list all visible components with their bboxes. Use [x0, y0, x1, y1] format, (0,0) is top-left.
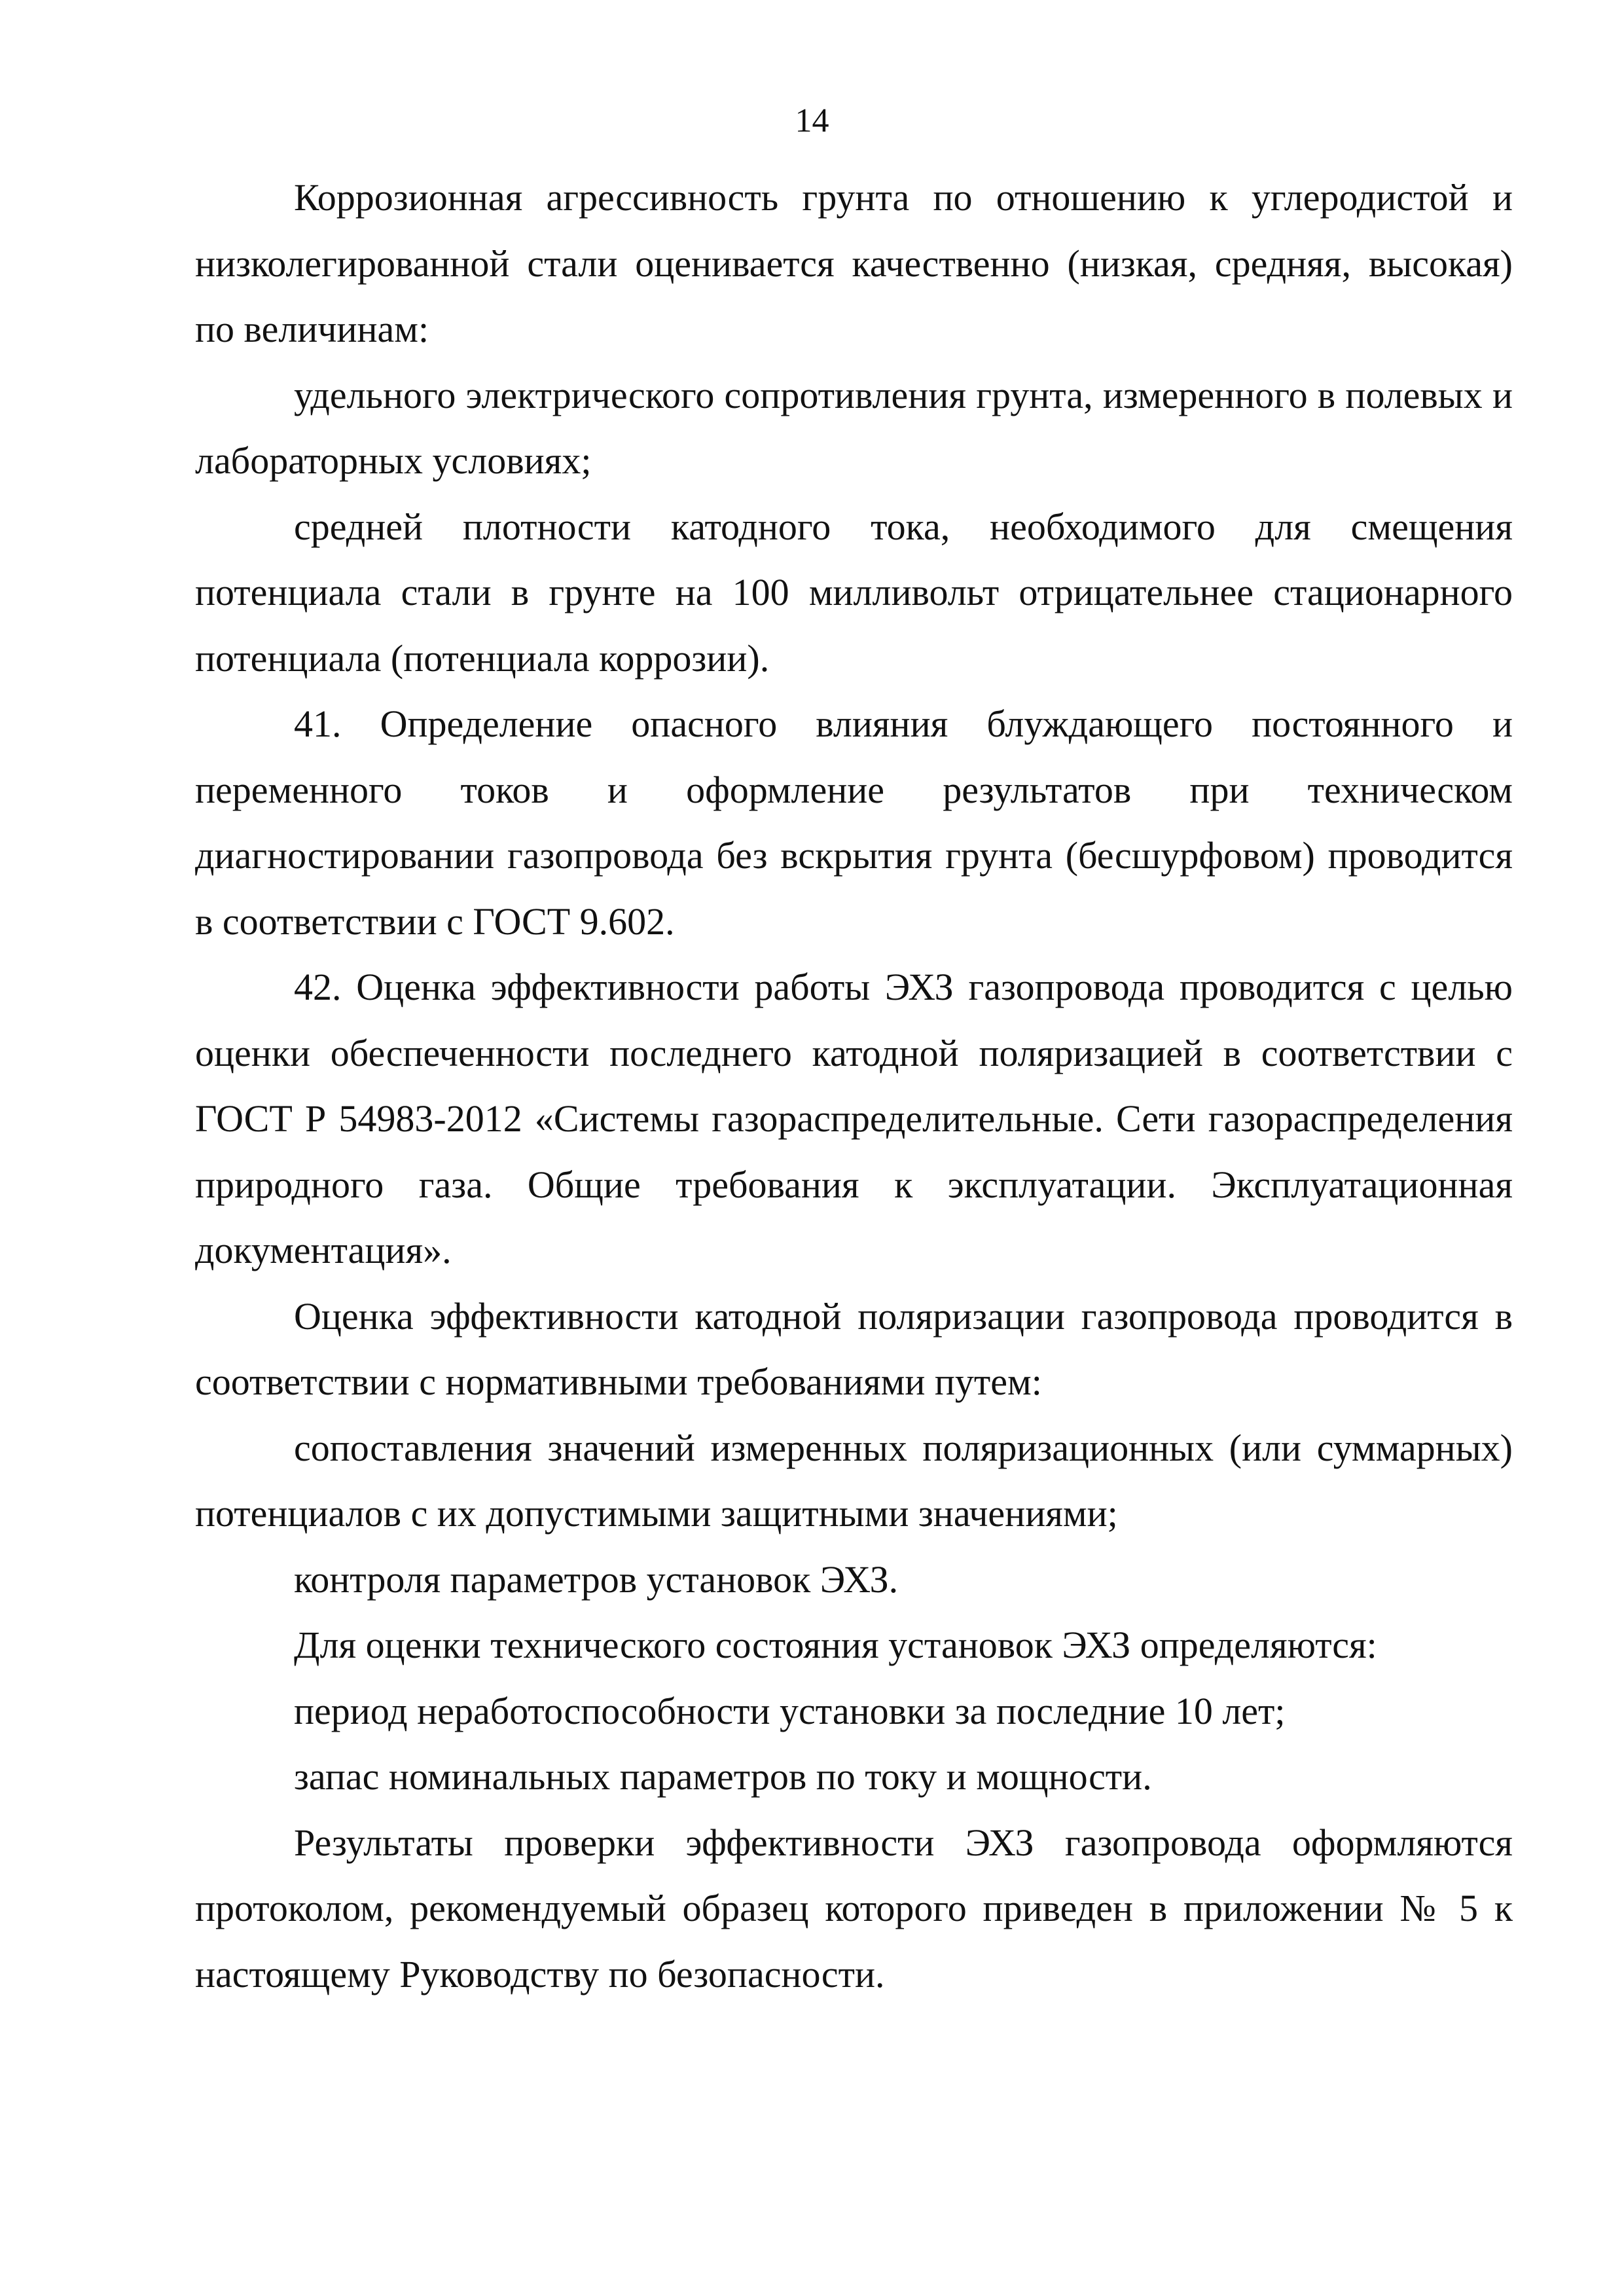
- paragraph-technical-state: Для оценки технического состояния установок ЭХЗ определяются:: [294, 1624, 1377, 1666]
- page-number: 14: [795, 102, 829, 139]
- paragraph-results-protocol: Результаты проверки эффективности ЭХЗ газопровода оформляются протоколом, рекомендуемый образец которого приведен в приложении № 5 к настоящему Руководству по безопасности.: [195, 1821, 1513, 1995]
- paragraph-42-ehz-efficiency: 42. Оценка эффективности работы ЭХЗ газопровода проводится с целью оценки обеспеченности последнего катодной поляризацией в соответствии с ГОСТ Р 54983-2012 «Системы газораспределительные. Сети газораспределения природного газа. Общие требования к эксплуатации. Эксплуатационная документация».: [195, 966, 1513, 1271]
- document-body: [195, 165, 1513, 2007]
- paragraph-potential-comparison: сопоставления значений измеренных поляризационных (или суммарных) потенциалов с их допустимыми защитными значениями;: [195, 1426, 1513, 1535]
- paragraph-soil-corrosivity: Коррозионная агрессивность грунта по отношению к углеродистой и низколегированной стали оценивается качественно (низкая, средняя, высокая) по величинам:: [195, 176, 1513, 350]
- paragraph-inoperability-period: период неработоспособности установки за последние 10 лет;: [294, 1689, 1286, 1732]
- paragraph-cathodic-polarization-assessment: Оценка эффективности катодной поляризации газопровода проводится в соответствии с нормативными требованиями путем:: [195, 1294, 1513, 1403]
- paragraph-nominal-margin: запас номинальных параметров по току и мощности.: [294, 1755, 1152, 1798]
- paragraph-parameter-control: контроля параметров установок ЭХЗ.: [294, 1558, 899, 1601]
- paragraph-cathodic-current-density: средней плотности катодного тока, необходимого для смещения потенциала стали в грунте на 100 милливольт отрицательнее стационарного потенциала (потенциала коррозии).: [195, 505, 1513, 680]
- paragraph-41-stray-currents: 41. Определение опасного влияния блуждающего постоянного и переменного токов и оформление результатов при техническом диагностировании газопровода без вскрытия грунта (бесшурфовом) проводится в соответствии с ГОСТ 9.602.: [195, 702, 1513, 943]
- paragraph-electrical-resistance: удельного электрического сопротивления грунта, измеренного в полевых и лабораторных условиях;: [195, 373, 1513, 482]
